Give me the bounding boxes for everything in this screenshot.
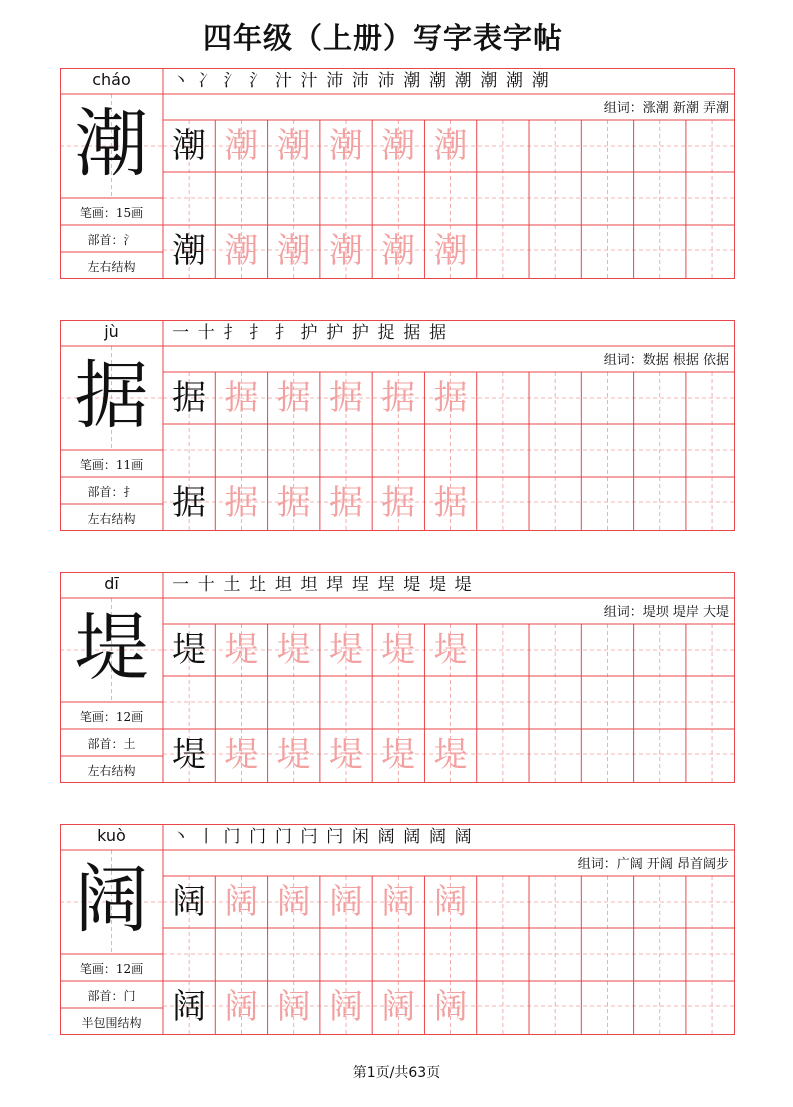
stroke-count-label: 笔画：12画 [79,710,144,724]
trace-character: 据 [381,483,416,523]
stroke-order-step: 圵 [249,575,267,595]
radical-label: 部首：土 [87,737,136,751]
trace-character: 堤 [381,630,416,670]
stroke-order-step: 坦 [300,575,319,595]
stroke-order-step: 阔 [377,827,396,847]
trace-character: 潮 [224,231,259,271]
stroke-order-step: 汁 [274,71,293,91]
stroke-order-step: 十 [197,323,216,343]
radical-label: 部首：门 [87,989,136,1003]
trace-character: 据 [433,483,468,523]
model-character: 阔 [74,857,149,943]
stroke-order-step: 堤 [454,575,473,595]
trace-character: 堤 [433,735,468,775]
stroke-order-step: 堤 [403,575,421,595]
stroke-order-step: 闩 [326,827,344,847]
character-block [60,824,735,1035]
stroke-order-step: 沛 [326,71,344,91]
stroke-order-step: 堤 [428,575,447,595]
example-character: 阔 [172,987,207,1027]
stroke-order-step: 潮 [531,71,550,91]
stroke-order-step: 闲 [351,827,370,847]
model-character: 据 [74,353,149,439]
example-character: 据 [172,483,207,523]
stroke-order-step: 据 [403,323,421,343]
trace-character: 堤 [276,630,311,670]
stroke-order-step: 沛 [377,71,396,91]
trace-character: 据 [329,483,363,523]
stroke-order-step: 潮 [506,71,524,91]
trace-character: 阔 [276,882,311,922]
stroke-order-step: 埕 [377,575,396,595]
example-character: 据 [172,378,207,418]
model-character: 潮 [74,101,149,187]
trace-character: 据 [224,378,259,418]
trace-character: 阔 [224,882,259,922]
stroke-count-label: 笔画：11画 [79,458,144,472]
trace-character: 阔 [224,987,259,1027]
trace-character: 堤 [329,735,363,775]
stroke-order-sequence [168,320,451,346]
radical-label: 部首：扌 [87,485,136,499]
example-character: 堤 [172,735,207,775]
trace-character: 据 [433,378,468,418]
page-footer: 第1页/共63页 [352,1065,441,1081]
pinyin-label: cháo [92,70,131,89]
stroke-order-step: 门 [274,827,293,847]
example-character: 潮 [172,126,207,166]
stroke-order-step: 门 [223,827,241,847]
character-block [60,320,735,531]
trace-character: 潮 [381,231,416,271]
stroke-order-step: 闩 [300,827,319,847]
trace-character: 阔 [329,882,363,922]
example-character: 堤 [172,630,207,670]
trace-character: 据 [276,483,311,523]
trace-character: 堤 [224,630,259,670]
trace-character: 阔 [433,882,468,922]
trace-character: 堤 [276,735,311,775]
stroke-order-step: 丶 [172,827,190,847]
trace-character: 阔 [381,882,416,922]
stroke-order-step: 阔 [428,827,447,847]
stroke-order-step: 阔 [454,827,473,847]
trace-character: 阔 [276,987,311,1027]
model-character: 堤 [74,605,149,691]
stroke-order-step: 护 [300,323,319,343]
trace-character: 潮 [329,126,363,166]
trace-character: 据 [276,378,311,418]
stroke-order-step: 土 [223,575,241,595]
character-block [60,68,735,279]
radical-label: 部首：氵 [87,233,136,247]
trace-character: 阔 [433,987,468,1027]
trace-character: 堤 [433,630,468,670]
word-examples: 组词：堤坝 堤岸 大堤 [603,605,729,620]
stroke-order-step: 十 [197,575,216,595]
trace-character: 据 [329,378,363,418]
trace-character: 堤 [381,735,416,775]
stroke-order-step: 沛 [351,71,370,91]
stroke-order-step: 丨 [197,827,216,847]
trace-character: 潮 [329,231,363,271]
stroke-order-step: 埕 [351,575,370,595]
trace-character: 潮 [433,231,468,271]
trace-character: 潮 [276,231,311,271]
character-block [60,572,735,783]
stroke-order-step: 门 [249,827,267,847]
stroke-count-label: 笔画：12画 [79,962,144,976]
structure-label: 左右结构 [87,260,136,274]
pinyin-label: kuò [97,826,126,845]
stroke-order-step: 汁 [300,71,319,91]
stroke-order-step: 捉 [377,323,396,343]
stroke-order-step: 一 [172,323,190,343]
structure-label: 半包围结构 [81,1016,142,1030]
stroke-order-step: 冫 [197,71,216,91]
stroke-order-step: 一 [172,575,190,595]
stroke-order-step: 潮 [428,71,447,91]
trace-character: 堤 [329,630,363,670]
stroke-order-step: 护 [351,323,370,343]
structure-label: 左右结构 [87,512,136,526]
example-character: 潮 [172,231,207,271]
stroke-order-sequence [168,68,553,94]
word-examples: 组词：广阔 开阔 昂首阔步 [577,857,729,872]
trace-character: 潮 [224,126,259,166]
stroke-order-step: 潮 [403,71,421,91]
stroke-order-sequence [168,824,476,850]
stroke-order-step: 丶 [172,71,190,91]
stroke-order-step: 阔 [403,827,421,847]
trace-character: 阔 [329,987,363,1027]
stroke-order-step: 据 [428,323,447,343]
trace-character: 据 [224,483,259,523]
stroke-count-label: 笔画：15画 [79,206,144,220]
trace-character: 潮 [381,126,416,166]
stroke-order-step: 氵 [223,71,241,91]
structure-label: 左右结构 [87,764,136,778]
pinyin-label: jù [104,322,119,341]
stroke-order-step: 氵 [249,71,267,91]
stroke-order-step: 扌 [274,323,293,343]
trace-character: 潮 [433,126,468,166]
trace-character: 阔 [381,987,416,1027]
trace-character: 潮 [276,126,311,166]
trace-character: 据 [381,378,416,418]
word-examples: 组词：数据 根据 依据 [603,353,729,368]
stroke-order-step: 扌 [249,323,267,343]
word-examples: 组词：涨潮 新潮 弄潮 [603,101,729,116]
stroke-order-sequence [168,572,476,598]
stroke-order-step: 坦 [274,575,293,595]
stroke-order-step: 扌 [223,323,241,343]
pinyin-label: dī [104,574,119,593]
stroke-order-step: 护 [326,323,344,343]
example-character: 阔 [172,882,207,922]
page-title: 四年级（上册）写字表字帖 [202,21,563,55]
stroke-order-step: 潮 [454,71,473,91]
trace-character: 堤 [224,735,259,775]
stroke-order-step: 垾 [326,575,344,595]
stroke-order-step: 潮 [480,71,498,91]
